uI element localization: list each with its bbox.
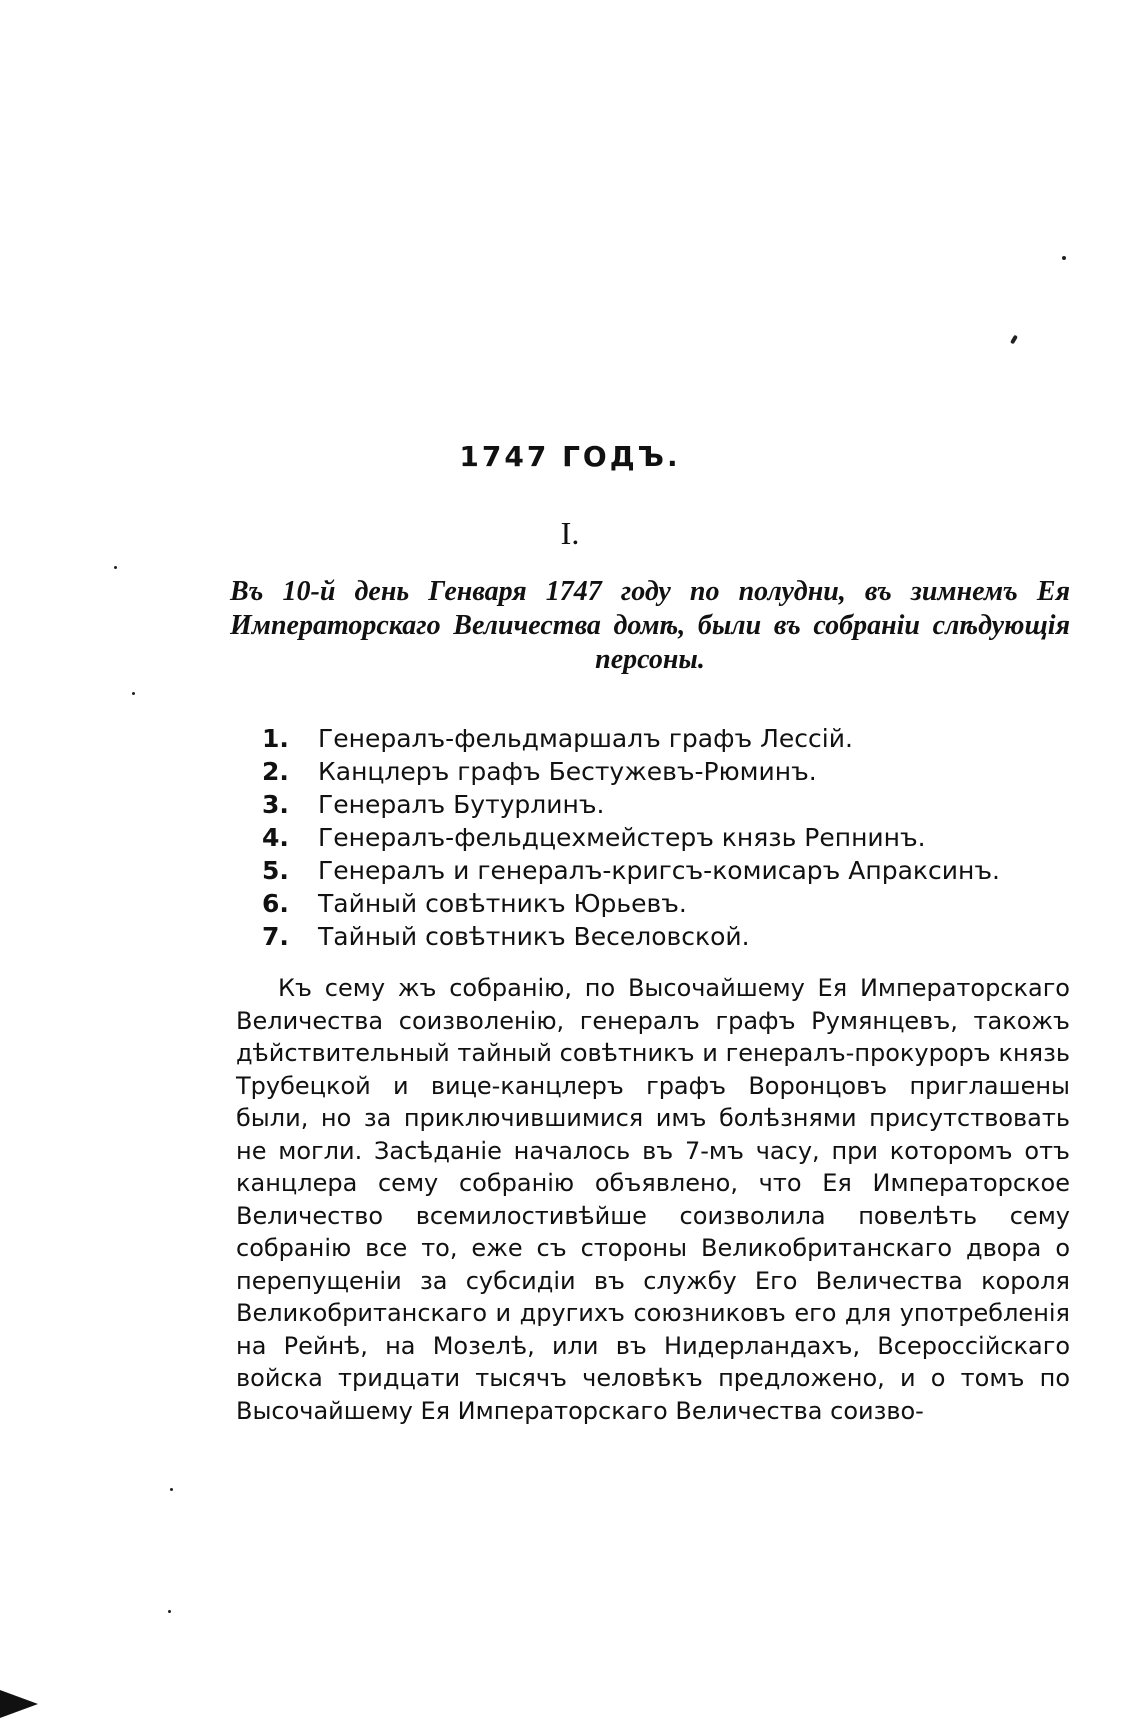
list-item-number: 6. (262, 889, 289, 918)
scan-speck (168, 1610, 171, 1613)
list-item (262, 920, 1072, 953)
scan-speck (1010, 335, 1018, 345)
list-item-number: 4. (262, 823, 289, 852)
intro-paragraph: Въ 10-й день Генваря 1747 году по полудни, въ зимнемъ Ея Императорскаго Величества домѣ, были въ собраніи слѣдующія персоны. (230, 576, 1070, 675)
list-item (262, 722, 1072, 755)
list-item-number: 2. (262, 757, 289, 786)
list-item (262, 854, 1072, 887)
list-item-number: 3. (262, 790, 289, 819)
list-item (262, 821, 1072, 854)
list-item-text: Тайный совѣтникъ Веселовской. (318, 922, 750, 951)
list-item-number: 5. (262, 856, 289, 885)
list-item-text: Генералъ Бутурлинъ. (318, 790, 605, 819)
list-item-text: Генералъ-фельдцехмейстеръ князь Репнинъ. (318, 823, 926, 852)
list-item-text: Канцлеръ графъ Бестужевъ-Рюминъ. (318, 757, 817, 786)
body-paragraph: Къ сему жъ собранію, по Высочайшему Ея Императорскаго Величества соизволенію, генералъ графъ Румянцевъ, такожъ дѣйствительный тайный совѣтникъ и генералъ-прокуроръ князь Трубецкой и вице-канцлеръ графъ Воронцовъ приглашены были, но за приключившимися имъ болѣзнями присутствовать не могли. Засѣданіе началось въ 7-мъ часу, при которомъ отъ канцлера сему собранію объявлено, что Ея Императорское Величество всемилостивѣйше соизволила повелѣть сему собранію все то, еже съ стороны Великобританскаго двора о перепущеніи за субсидіи въ службу Его Величества короля Великобританскаго и другихъ союзниковъ его для употребленія на Рейнѣ, на Мозелѣ, или въ Нидерландахъ, Всероссійскаго войска тридцати тысячъ человѣкъ предложено, и о томъ по Высочайшему Ея Императорскаго Величества соизво- (236, 974, 1070, 1425)
list-item (262, 755, 1072, 788)
scan-speck (114, 566, 117, 569)
scan-speck (132, 692, 135, 695)
page-corner-mark (0, 1690, 38, 1718)
list-item-number: 7. (262, 922, 289, 951)
scan-speck (1062, 256, 1066, 260)
list-item (262, 788, 1072, 821)
list-item-text: Генералъ и генералъ-кригсъ-комисаръ Апраксинъ. (318, 856, 1000, 885)
scan-speck (170, 1488, 173, 1491)
list-item (262, 887, 1072, 920)
year-heading: 1747 ГОДЪ. (459, 440, 681, 473)
list-item-text: Генералъ-фельдмаршалъ графъ Лессій. (318, 724, 853, 753)
list-item-text: Тайный совѣтникъ Юрьевъ. (318, 889, 687, 918)
members-list (262, 722, 1072, 953)
section-number: I. (560, 515, 580, 551)
list-item-number: 1. (262, 724, 289, 753)
